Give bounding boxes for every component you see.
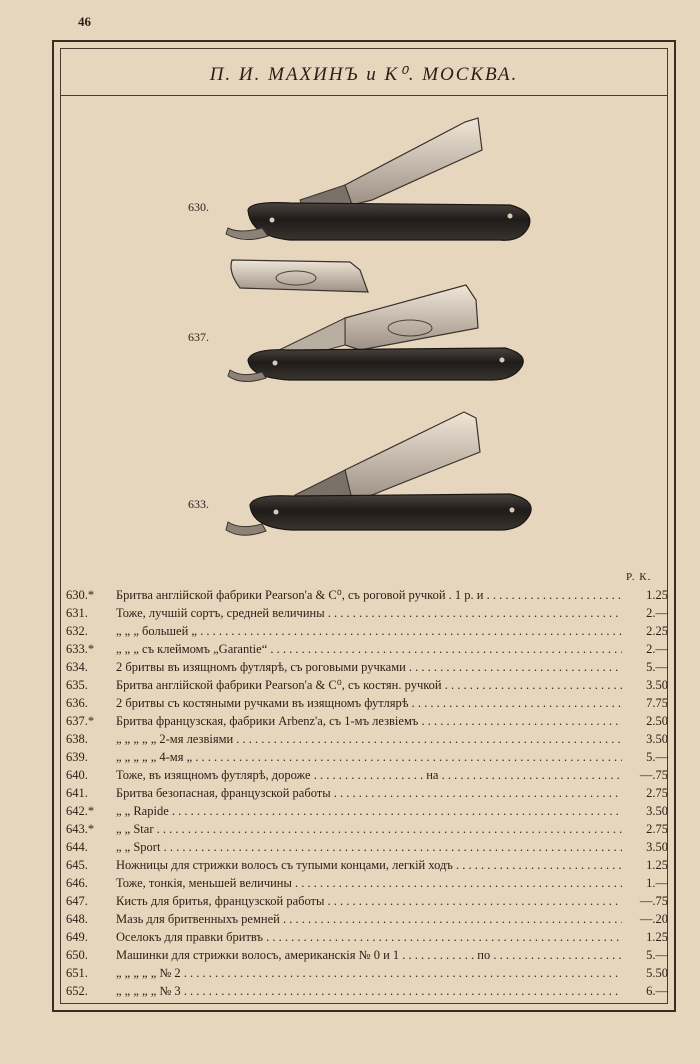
item-description: „ „ Rapide . . . <box>116 802 622 820</box>
list-item <box>64 928 672 946</box>
list-item <box>64 982 672 1000</box>
razor-637-image <box>228 285 523 382</box>
item-number: 651. <box>66 966 88 980</box>
item-description: „ „ „ „ „ 2-мя лезвіями . . . <box>116 730 622 748</box>
page-number: 46 <box>78 14 91 29</box>
list-item <box>64 694 672 712</box>
item-number: 631. <box>66 606 88 620</box>
list-item <box>64 766 672 784</box>
item-description: Тоже, тонкія, меньшей величины . . . <box>116 874 622 892</box>
list-item <box>64 892 672 910</box>
item-description: 2 бритвы съ костяными ручками въ изящномъ футлярѣ . . . <box>116 694 622 712</box>
item-price: 3.50 <box>646 804 668 818</box>
item-price: 1.25 <box>646 858 668 872</box>
item-description: Оселокъ для правки бритвъ . . . <box>116 928 622 946</box>
list-item <box>64 712 672 730</box>
item-number: 639. <box>66 750 88 764</box>
item-description: „ „ „ „ „ 4-мя „ . . . <box>116 748 622 766</box>
item-number: 645. <box>66 858 88 872</box>
figure-label-633: 633. <box>188 497 209 511</box>
item-price: —.20 <box>639 912 668 926</box>
item-price: 2.50 <box>646 714 668 728</box>
item-number: 647. <box>66 894 88 908</box>
list-item <box>64 586 672 604</box>
list-item <box>64 802 672 820</box>
price-list <box>64 586 672 1000</box>
item-description: Бритва безопасная, французской работы . . . <box>116 784 622 802</box>
item-number: 646. <box>66 876 88 890</box>
item-number: 635. <box>66 678 88 692</box>
item-description: Машинки для стрижки волосъ, американскія № 0 и 1 . . . . . . . . . . . . по . . . <box>116 946 622 964</box>
item-price: 2.75 <box>646 786 668 800</box>
item-description: Кисть для бритья, французской работы . . . <box>116 892 622 910</box>
item-description: Бритва англійской фабрики Pearson'a & C⁰, съ роговой ручкой . 1 р. и . . . <box>116 586 622 604</box>
list-item <box>64 658 672 676</box>
list-item <box>64 676 672 694</box>
item-number: 650. <box>66 948 88 962</box>
item-description: „ „ „ „ „ № 3 . . . <box>116 982 622 1000</box>
list-item <box>64 730 672 748</box>
item-description: „ „ „ „ „ № 2 . . . <box>116 964 622 982</box>
item-price: 3.50 <box>646 840 668 854</box>
item-price: 1.25 <box>646 588 668 602</box>
price-column-header: Р. К. <box>626 571 652 583</box>
list-item <box>64 622 672 640</box>
list-item <box>64 910 672 928</box>
item-price: 5.— <box>646 660 668 674</box>
item-description: Бритва англійской фабрики Pearson'a & C⁰, съ костян. ручкой . . . <box>116 676 622 694</box>
item-price: —.75 <box>639 768 668 782</box>
list-item <box>64 748 672 766</box>
item-number: 630.* <box>66 588 95 602</box>
item-description: Мазь для бритвенныхъ ремней . . . <box>116 910 622 928</box>
item-number: 632. <box>66 624 88 638</box>
item-price: 3.50 <box>646 732 668 746</box>
razor-630-image <box>226 118 530 240</box>
list-item <box>64 784 672 802</box>
item-description: Бритва французская, фабрики Arbenz'a, съ 1-мъ лезвіемъ . . . <box>116 712 622 730</box>
item-description: „ „ Sport . . . <box>116 838 622 856</box>
item-description: „ „ „ съ клеймомъ „Garantie“ . . . <box>116 640 622 658</box>
item-price: 5.50 <box>646 966 668 980</box>
item-price: 2.— <box>646 642 668 656</box>
item-price: 2.— <box>646 606 668 620</box>
item-number: 641. <box>66 786 88 800</box>
list-item <box>64 640 672 658</box>
page-title: П. И. МАХИНЪ и К⁰. МОСКВА. <box>209 64 519 85</box>
item-price: 7.75 <box>646 696 668 710</box>
list-item <box>64 604 672 622</box>
item-price: 1.— <box>646 876 668 890</box>
item-number: 638. <box>66 732 88 746</box>
list-item <box>64 964 672 982</box>
item-number: 636. <box>66 696 88 710</box>
list-item <box>64 820 672 838</box>
item-description: Ножницы для стрижки волосъ съ тупыми концами, легкій ходъ . . . <box>116 856 622 874</box>
item-number: 637.* <box>66 714 95 728</box>
item-price: 5.— <box>646 750 668 764</box>
item-description: Тоже, лучшій сортъ, средней величины . . . <box>116 604 622 622</box>
item-price: 6.— <box>646 984 668 998</box>
item-number: 649. <box>66 930 88 944</box>
item-number: 652. <box>66 984 88 998</box>
item-number: 648. <box>66 912 88 926</box>
figure-label-637: 637. <box>188 330 209 344</box>
item-description: „ „ Star . . . <box>116 820 622 838</box>
item-number: 644. <box>66 840 88 854</box>
item-number: 640. <box>66 768 88 782</box>
razor-633-image <box>226 412 531 535</box>
item-price: —.75 <box>639 894 668 908</box>
item-description: Тоже, въ изящномъ футлярѣ, дороже . . . . . . . . . . . . . . . . . . на . . . <box>116 766 622 784</box>
figure-label-630: 630. <box>188 200 209 214</box>
item-price: 2.75 <box>646 822 668 836</box>
item-price: 3.50 <box>646 678 668 692</box>
list-item <box>64 874 672 892</box>
item-number: 642.* <box>66 804 95 818</box>
loose-blade-image <box>231 260 368 292</box>
item-price: 2.25 <box>646 624 668 638</box>
item-price: 5.— <box>646 948 668 962</box>
list-item <box>64 856 672 874</box>
list-item <box>64 838 672 856</box>
item-number: 633.* <box>66 642 95 656</box>
item-price: 1.25 <box>646 930 668 944</box>
item-number: 643.* <box>66 822 95 836</box>
item-description: 2 бритвы въ изящномъ футлярѣ, съ роговыми ручками . . . <box>116 658 622 676</box>
item-description: „ „ „ большей „ . . . <box>116 622 622 640</box>
item-number: 634. <box>66 660 88 674</box>
list-item <box>64 946 672 964</box>
